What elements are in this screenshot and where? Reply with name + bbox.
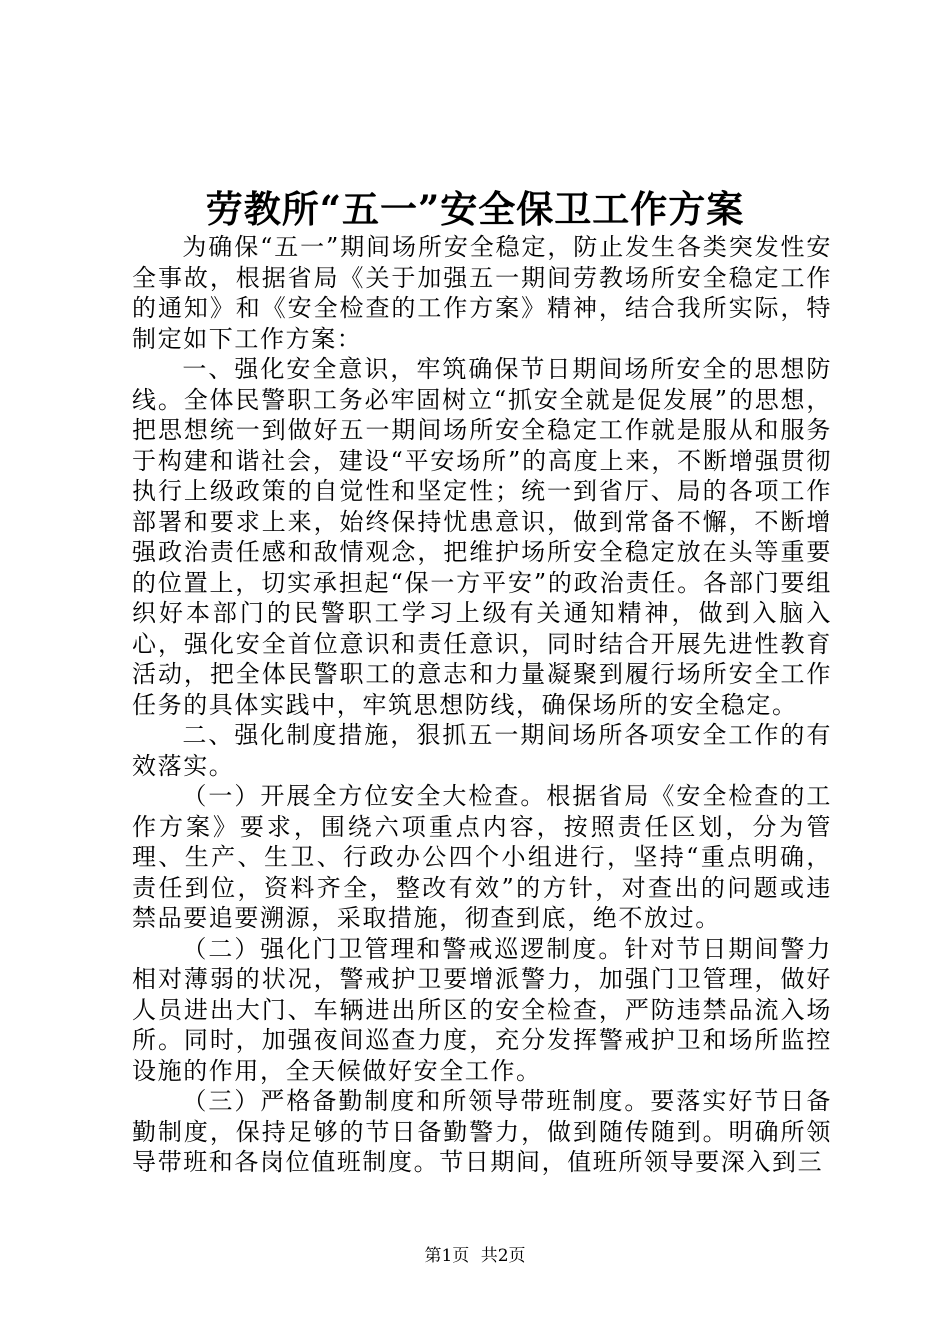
intro-paragraph: 为确保“五一”期间场所安全稳定，防止发生各类突发性安全事故，根据省局《关于加强五一期间劳教场所安全稳定工作的通知》和《安全检查的工作方案》精神，结合我所实际，特制定如下工作方案： — [132, 233, 832, 353]
subsection-three-paragraph: （三）严格备勤制度和所领导带班制度。要落实好节日备勤制度，保持足够的节日备勤警力，做到随传随到。明确所领导带班和各岗位值班制度。节日期间，值班所领导要深入到三 — [132, 1087, 832, 1176]
section-one-paragraph: 一、强化安全意识，牢筑确保节日期间场所安全的思想防线。全体民警职工务必牢固树立“抓安全就是促发展”的思想，把思想统一到做好五一期间场所安全稳定工作就是服从和服务于构建和谐社会，建设“平安场所”的高度上来，不断增强贯彻执行上级政策的自觉性和坚定性；统一到省厅、局的各项工作部署和要求上来，始终保持忧患意识，做到常备不懈，不断增强政治责任感和敌情观念，把维护场所安全稳定放在头等重要的位置上，切实承担起“保一方平安”的政治责任。各部门要组织好本部门的民警职工学习上级有关通知精神，做到入脑入心，强化安全首位意识和责任意识，同时结合开展先进性教育活动，把全体民警职工的意志和力量凝聚到履行场所安全工作任务的具体实践中，牢筑思想防线，确保场所的安全稳定。 — [132, 355, 832, 719]
subsection-two-paragraph: （二）强化门卫管理和警戒巡逻制度。针对节日期间警力相对薄弱的状况，警戒护卫要增派警力，加强门卫管理，做好人员进出大门、车辆进出所区的安全检查，严防违禁品流入场所。同时，加强夜间巡查力度，充分发挥警戒护卫和场所监控设施的作用，全天候做好安全工作。 — [132, 934, 832, 1085]
page-number-footer: 第1页 共2页 — [424, 1246, 526, 1266]
document-body — [132, 232, 832, 1178]
subsection-one-paragraph: （一）开展全方位安全大检查。根据省局《安全检查的工作方案》要求，围绕六项重点内容，按照责任区划，分为管理、生产、生卫、行政办公四个小组进行，坚持“重点明确，责任到位，资料齐全，整改有效”的方针，对查出的问题或违禁品要追要溯源，采取措施，彻查到底，绝不放过。 — [132, 782, 832, 932]
document-title: 劳教所“五一”安全保卫工作方案 — [205, 187, 745, 231]
section-two-heading: 二、强化制度措施，狠抓五一期间场所各项安全工作的有效落实。 — [132, 721, 832, 780]
